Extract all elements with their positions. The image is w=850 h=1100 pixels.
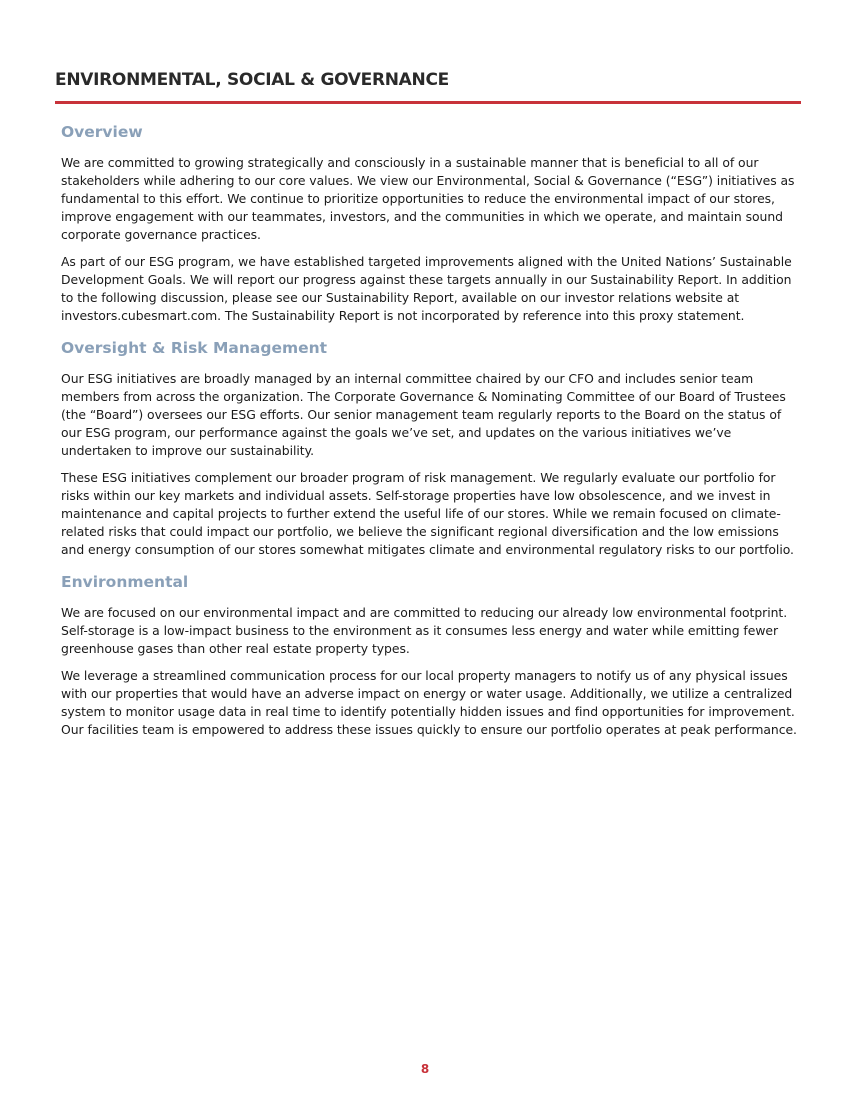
document-body <box>61 118 801 748</box>
page-number: 8 <box>420 1062 430 1076</box>
paragraph: We are focused on our environmental impact and are committed to reducing our already low environmental footprint. Self-storage is a low-impact business to the environment as it consumes less energy and water while emitting fewer greenhouse gases than other real estate property types. <box>61 605 788 656</box>
paragraph: As part of our ESG program, we have established targeted improvements aligned with the United Nations’ Sustainable Development Goals. We will report our progress against these targets annually in our Sustainability Report. In addition to the following discussion, please see our Sustainability Report, available on our investor relations website at investors.cubesmart.com. The Sustainability Report is not incorporated by reference into this proxy statement. <box>61 254 792 323</box>
section-oversight-risk-management <box>61 334 801 559</box>
section-environmental <box>61 568 801 739</box>
section-overview <box>61 118 801 325</box>
paragraph: We leverage a streamlined communication process for our local property managers to notify us of any physical issues with our properties that would have an adverse impact on energy or water usage. Additionally, we utilize a centralized system to monitor usage data in real time to identify potentially hidden issues and find opportunities for improvement. Our facilities team is empowered to address these issues quickly to ensure our portfolio operates at peak performance. <box>61 668 797 737</box>
section-heading: Overview <box>61 123 143 141</box>
page-title: ENVIRONMENTAL, SOCIAL & GOVERNANCE <box>55 70 449 90</box>
paragraph: We are committed to growing strategically and consciously in a sustainable manner that is beneficial to all of our stakeholders while adhering to our core values. We view our Environmental, Social & Governance (“ESG”) initiatives as fundamental to this effort. We continue to prioritize opportunities to reduce the environmental impact of our stores, improve engagement with our teammates, investors, and the communities in which we operate, and maintain sound corporate governance practices. <box>61 155 795 242</box>
paragraph: These ESG initiatives complement our broader program of risk management. We regularly evaluate our portfolio for risks within our key markets and individual assets. Self-storage properties have low obsolescence, and we invest in maintenance and capital projects to further extend the useful life of our stores. While we remain focused on climate-related risks that could impact our portfolio, we believe the significant regional diversification and the low emissions and energy consumption of our stores somewhat mitigates climate and environmental regulatory risks to our portfolio. <box>61 470 794 557</box>
paragraph: Our ESG initiatives are broadly managed by an internal committee chaired by our CFO and includes senior team members from across the organization. The Corporate Governance & Nominating Committee of our Board of Trustees (the “Board”) oversees our ESG efforts. Our senior management team regularly reports to the Board on the status of our ESG program, our performance against the goals we’ve set, and updates on the various initiatives we’ve undertaken to improve our sustainability. <box>61 371 786 458</box>
section-heading: Oversight & Risk Management <box>61 339 328 357</box>
page-header <box>55 66 801 104</box>
section-heading: Environmental <box>61 573 189 591</box>
